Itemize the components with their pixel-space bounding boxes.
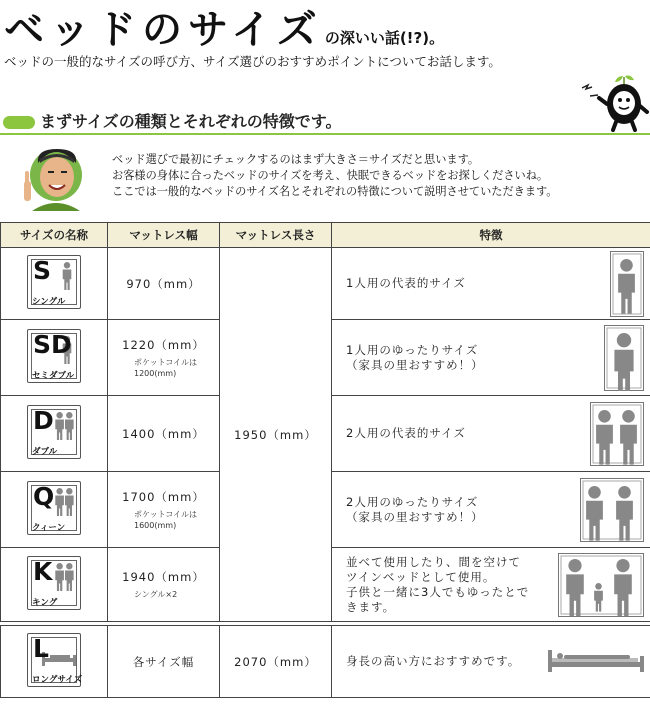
width-note: シングル×2 xyxy=(134,590,178,599)
width-cell xyxy=(108,396,220,472)
width-cell xyxy=(108,548,220,622)
width-value: 1700（mm） xyxy=(122,489,205,504)
bed-illustration-icon xyxy=(604,325,644,391)
presenter-face-icon xyxy=(18,141,88,211)
feature-cell xyxy=(332,320,650,396)
feature-text: 2人用の代表的サイズ xyxy=(346,426,466,440)
size-s-icon xyxy=(27,255,81,309)
size-name-cell xyxy=(1,626,108,698)
size-name-cell xyxy=(1,472,108,548)
intro-line: ベッド選びで最初にチェックするのはまず大きさ＝サイズだと思います。 xyxy=(112,153,480,166)
page-title xyxy=(4,0,444,55)
table-header-row xyxy=(1,223,650,248)
size-label: キング xyxy=(32,598,58,608)
feature-cell xyxy=(332,626,650,698)
size-d-icon xyxy=(27,405,81,459)
size-letter: S xyxy=(33,256,52,285)
col-header-length: マットレス長さ xyxy=(220,223,332,248)
size-sd-icon xyxy=(27,329,81,383)
feature-text: 身長の高い方におすすめです。 xyxy=(346,654,521,668)
bed-illustration-icon xyxy=(610,251,644,317)
size-letter: K xyxy=(33,557,53,586)
size-q-icon xyxy=(27,481,81,535)
size-letter: SD xyxy=(33,330,72,359)
feature-text: 1人用のゆったりサイズ （家具の里おすすめ！） xyxy=(346,342,484,372)
title-main: ベッドのサイズ xyxy=(4,7,323,53)
section-divider xyxy=(0,133,650,135)
table-row-long xyxy=(1,626,650,698)
size-letter: L xyxy=(33,634,49,663)
col-header-width: マットレス幅 xyxy=(108,223,220,248)
feature-cell xyxy=(332,396,650,472)
size-letter: D xyxy=(33,406,54,435)
long-bed-icon xyxy=(548,650,644,674)
feature-text: 2人用のゆったりサイズ （家具の里おすすめ！） xyxy=(346,494,484,524)
feature-cell xyxy=(332,472,650,548)
intro-line: ここでは一般的なベッドのサイズ名とそれぞれの特徴について説明させていただきます。 xyxy=(112,185,558,198)
width-note: ポケットコイルは 1600(mm) xyxy=(134,509,198,530)
size-label: ダブル xyxy=(32,447,58,457)
section-heading: まずサイズの種類とそれぞれの特徴です。 xyxy=(40,112,342,131)
size-name-cell xyxy=(1,248,108,320)
intro-line: お客様の身体に合ったベッドのサイズを考え、快眠できるベッドをお探しくださいね。 xyxy=(112,169,549,182)
size-name-cell xyxy=(1,548,108,622)
feature-cell xyxy=(332,248,650,320)
size-label: クィーン xyxy=(32,523,66,533)
bed-illustration-icon xyxy=(590,402,644,466)
size-label: ロングサイズ xyxy=(32,675,83,685)
width-value: 各サイズ幅 xyxy=(132,654,195,669)
title-suffix: の深いい話(!?)。 xyxy=(324,29,445,47)
feature-text: 1人用の代表的サイズ xyxy=(346,276,466,290)
mascot-icon xyxy=(576,74,650,132)
size-letter: Q xyxy=(33,482,55,511)
width-cell xyxy=(108,248,220,320)
width-cell xyxy=(108,320,220,396)
intro-text xyxy=(112,152,558,200)
size-table xyxy=(0,222,650,698)
size-name-cell xyxy=(1,320,108,396)
width-value: 970（mm） xyxy=(126,276,201,291)
bed-illustration-icon xyxy=(580,478,644,542)
table-row xyxy=(1,248,650,320)
col-header-name: サイズの名称 xyxy=(1,223,108,248)
section-bullet-icon xyxy=(3,116,35,129)
page-subtitle: ベッドの一般的なサイズの呼び方、サイズ選びのおすすめポイントについてお話します。 xyxy=(4,54,501,69)
size-k-icon xyxy=(27,556,81,610)
width-cell xyxy=(108,472,220,548)
feature-text: 並べて使用したり、間を空けて ツインベッドとして使用。 子供と一緒に3人でもゆったとで きます。 xyxy=(346,554,530,614)
feature-cell xyxy=(332,548,650,622)
col-header-feature: 特徴 xyxy=(332,223,650,248)
length-value: 1950（mm） xyxy=(234,427,317,442)
width-value: 1400（mm） xyxy=(122,426,205,441)
width-note: ポケットコイルは 1200(mm) xyxy=(134,357,198,378)
length-cell xyxy=(220,626,332,698)
length-cell xyxy=(220,248,332,622)
length-value: 2070（mm） xyxy=(234,654,317,669)
size-name-cell xyxy=(1,396,108,472)
size-label: セミダブル xyxy=(32,371,75,381)
width-value: 1940（mm） xyxy=(122,570,205,584)
width-cell xyxy=(108,626,220,698)
width-value: 1220（mm） xyxy=(122,337,205,352)
size-label: シングル xyxy=(32,297,66,307)
size-l-icon xyxy=(27,633,81,687)
bed-illustration-icon xyxy=(558,553,644,617)
